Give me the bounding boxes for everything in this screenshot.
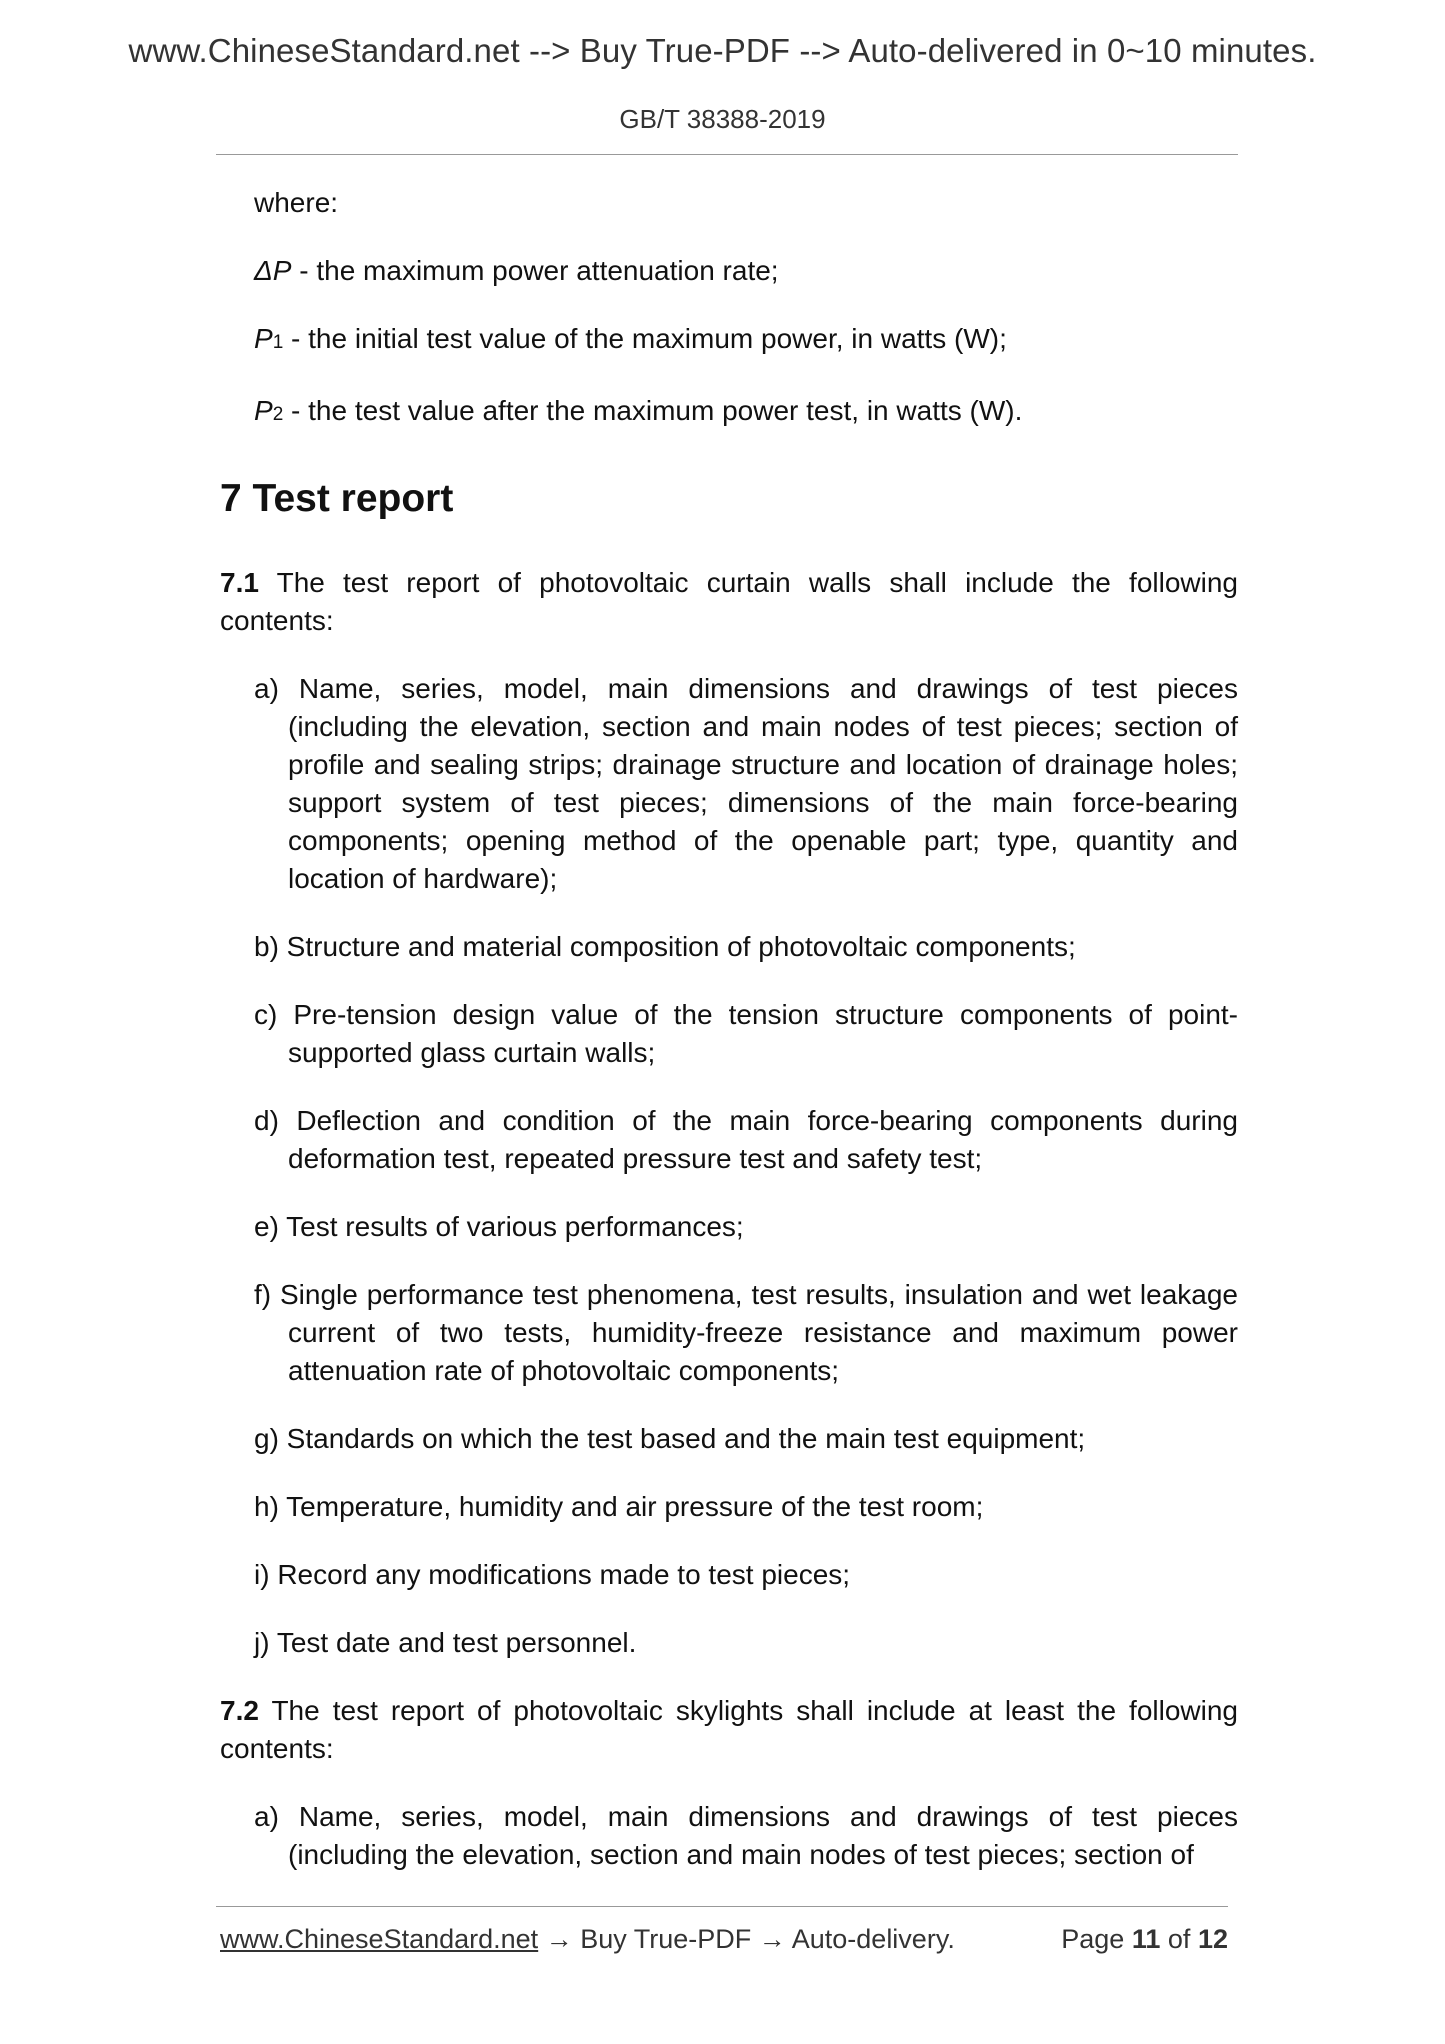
definition-text: - the initial test value of the maximum power, in watts (W); [283, 323, 1007, 354]
list-item: a) Name, series, model, main dimensions and drawings of test pieces (including the elevation, section and main nodes of test pieces; section of [254, 1801, 1238, 1870]
top-banner: www.ChineseStandard.net --> Buy True-PDF --> Auto-delivered in 0~10 minutes. [128, 32, 1317, 69]
list-item: g) Standards on which the test based and the main test equipment; [254, 1423, 1086, 1454]
page-number: 11 [1131, 1924, 1161, 1954]
list-item: c) Pre-tension design value of the tension structure components of point-supported glass curtain walls; [254, 999, 1238, 1068]
footer-tail-text: → Buy True-PDF → Auto-delivery. [538, 1924, 955, 1954]
page-label: Page [1061, 1924, 1125, 1954]
page-total: 12 [1197, 1924, 1228, 1954]
definition-p1 [254, 320, 1238, 362]
footer-site-link[interactable]: www.ChineseStandard.net [220, 1924, 539, 1954]
subscript: 1 [272, 332, 284, 353]
where-intro: where: [254, 187, 339, 218]
subscript: 2 [272, 404, 284, 425]
list-item: f) Single performance test phenomena, test results, insulation and wet leakage current of two tests, humidity-freeze resistance and maximum power attenuation rate of photovoltaic components; [254, 1279, 1238, 1386]
standard-code: GB/T 38388-2019 [619, 104, 826, 134]
clause-number: 7.2 [220, 1695, 259, 1726]
clause-text: The test report of photovoltaic skylights shall include at least the following contents: [220, 1695, 1238, 1764]
footer-divider [216, 1906, 1228, 1907]
clause-number: 7.1 [220, 567, 259, 598]
of-label: of [1167, 1924, 1191, 1954]
definition-text: - the maximum power attenuation rate; [291, 255, 779, 286]
list-item: e) Test results of various performances; [254, 1211, 744, 1242]
clause-7-2 [220, 1692, 1238, 1768]
list-item: b) Structure and material composition of photovoltaic components; [254, 931, 1076, 962]
page-content [220, 184, 1238, 1904]
list-item: h) Temperature, humidity and air pressure of the test room; [254, 1491, 984, 1522]
definition-delta-p [254, 252, 1238, 290]
definition-p2 [254, 392, 1238, 434]
clause-text: The test report of photovoltaic curtain walls shall include the following contents: [220, 567, 1238, 636]
header-divider [216, 154, 1238, 155]
section-heading: 7 Test report [220, 477, 454, 520]
clause-7-1 [220, 564, 1238, 640]
symbol: P [254, 395, 273, 426]
page-footer [220, 1924, 1228, 1955]
list-item: a) Name, series, model, main dimensions and drawings of test pieces (including the elevation, section and main nodes of test pieces; section of profile and sealing strips; drainage structure and location of drainage holes; support system of test pieces; dimensions of the main force-bearing components; opening method of the openable part; type, quantity and location of hardware); [254, 673, 1238, 894]
list-item: d) Deflection and condition of the main force-bearing components during deformation test, repeated pressure test and safety test; [254, 1105, 1238, 1174]
list-item: i) Record any modifications made to test pieces; [254, 1559, 851, 1590]
list-item: j) Test date and test personnel. [254, 1627, 637, 1658]
page-indicator [1061, 1924, 1228, 1955]
symbol: P [254, 323, 273, 354]
definition-text: - the test value after the maximum power test, in watts (W). [283, 395, 1023, 426]
symbol: ΔP [254, 255, 292, 286]
